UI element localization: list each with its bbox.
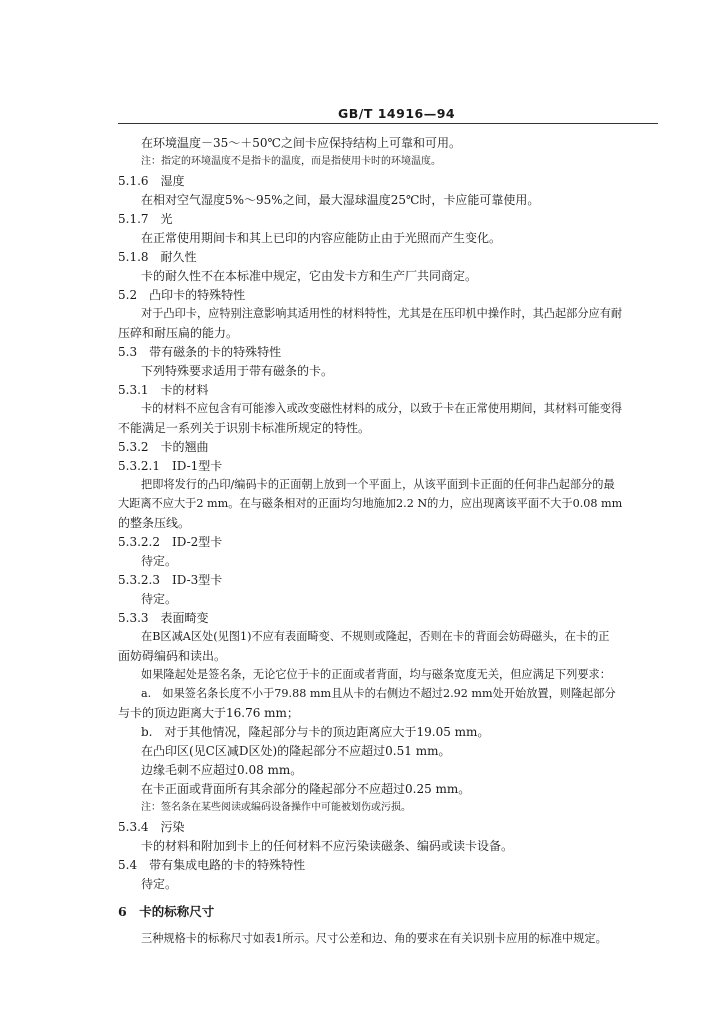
section-heading: 5.2 凸印卡的特殊特性: [118, 288, 246, 302]
paragraph-line: 待定。: [141, 554, 178, 568]
paragraph-line: 对于凸印卡，应特别注意影响其适用性的材料特性，尤其是在压印机中操作时，其凸起部分应有耐: [141, 307, 623, 320]
paragraph-line: 卡的材料不应包含有可能渗入或改变磁性材料的成分，以致于卡在正常使用期间，其材料可能变得: [141, 402, 623, 415]
section-heading: 5.1.6 湿度: [118, 174, 185, 188]
paragraph-line: 在B区减A区处(见图1)不应有表面畸变、不规则或隆起，否则在卡的背面会妨碍磁头，在卡的正: [141, 630, 610, 643]
chapter-heading: 6 卡的标称尺寸: [118, 904, 215, 919]
section-heading: 5.4 带有集成电路的卡的特殊特性: [118, 858, 306, 872]
section-heading: 5.3.2.1 ID-1型卡: [118, 459, 223, 473]
paragraph-line: 不能满足一系列关于识别卡标准所规定的特性。: [118, 421, 371, 435]
page-header: GB/T 14916—94: [338, 106, 456, 121]
note-line: 注：指定的环境温度不是指卡的温度，而是指使用卡时的环境温度。: [141, 156, 441, 167]
section-heading: 5.3.2 卡的翘曲: [118, 440, 209, 454]
paragraph-line: 的整条压线。: [118, 516, 191, 530]
paragraph-line: 卡的耐久性不在本标准中规定，它由发卡方和生产厂共同商定。: [141, 269, 478, 283]
section-heading: 5.3 带有磁条的卡的特殊特性: [118, 345, 282, 359]
section-heading: 5.3.2.2 ID-2型卡: [118, 535, 223, 549]
paragraph-line: 如果隆起处是签名条，无论它位于卡的正面或者背面，均与磁条宽度无关，但应满足下列要求：: [141, 668, 611, 681]
paragraph-line: 待定。: [141, 592, 178, 606]
paragraph-line: 在卡正面或背面所有其余部分的隆起部分不应超过0.25 mm。: [141, 782, 471, 796]
paragraph-line: 把即将发行的凸印/编码卡的正面朝上放到一个平面上，从该平面到卡正面的任何非凸起部分的最: [141, 478, 615, 491]
section-heading: 5.1.7 光: [118, 212, 173, 226]
paragraph-line: 边缘毛刺不应超过0.08 mm。: [141, 763, 303, 777]
paragraph-line: 压碎和耐压扁的能力。: [118, 326, 239, 340]
section-heading: 5.1.8 耐久性: [118, 250, 197, 264]
list-item-a: a. 如果签名条长度不小于79.88 mm且从卡的右侧边不超过2.92 mm处开始放置，则隆起部分: [141, 687, 616, 700]
paragraph-line: 与卡的顶边距离大于16.76 mm；: [118, 706, 299, 720]
header-rule: [118, 123, 658, 124]
paragraph-line: 在正常使用期间卡和其上已印的内容应能防止由于光照而产生变化。: [141, 231, 502, 245]
section-heading: 5.3.3 表面畸变: [118, 611, 209, 625]
list-item-b: b. 对于其他情况，隆起部分与卡的顶边距离应大于19.05 mm。: [141, 725, 490, 739]
section-heading: 5.3.4 污染: [118, 820, 185, 834]
paragraph-line: 下列特殊要求适用于带有磁条的卡。: [141, 364, 334, 378]
paragraph-line: 大距离不应大于2 mm。在与磁条相对的正面均匀地施加2.2 N的力，应出现离该平面不大于0.08 mm: [118, 497, 623, 510]
note-line: 注：签名条在某些阅读或编码设备操作中可能被划伤或污损。: [141, 802, 411, 813]
paragraph-line: 三种规格卡的标称尺寸如表1所示。尺寸公差和边、角的要求在有关识别卡应用的标准中规定。: [141, 932, 607, 945]
paragraph-line: 在环境温度－35～＋50℃之间卡应保持结构上可靠和可用。: [141, 136, 461, 150]
paragraph-line: 卡的材料和附加到卡上的任何材料不应污染读磁条、编码或读卡设备。: [141, 839, 514, 853]
section-heading: 5.3.2.3 ID-3型卡: [118, 573, 223, 587]
paragraph-line: 面妨碍编码和读出。: [118, 649, 227, 663]
section-heading: 5.3.1 卡的材料: [118, 383, 209, 397]
paragraph-line: 在相对空气湿度5%～95%之间，最大湿球温度25℃时，卡应能可靠使用。: [141, 193, 540, 207]
paragraph-line: 在凸印区(见C区减D区处)的隆起部分不应超过0.51 mm。: [141, 744, 451, 758]
paragraph-line: 待定。: [141, 877, 178, 891]
